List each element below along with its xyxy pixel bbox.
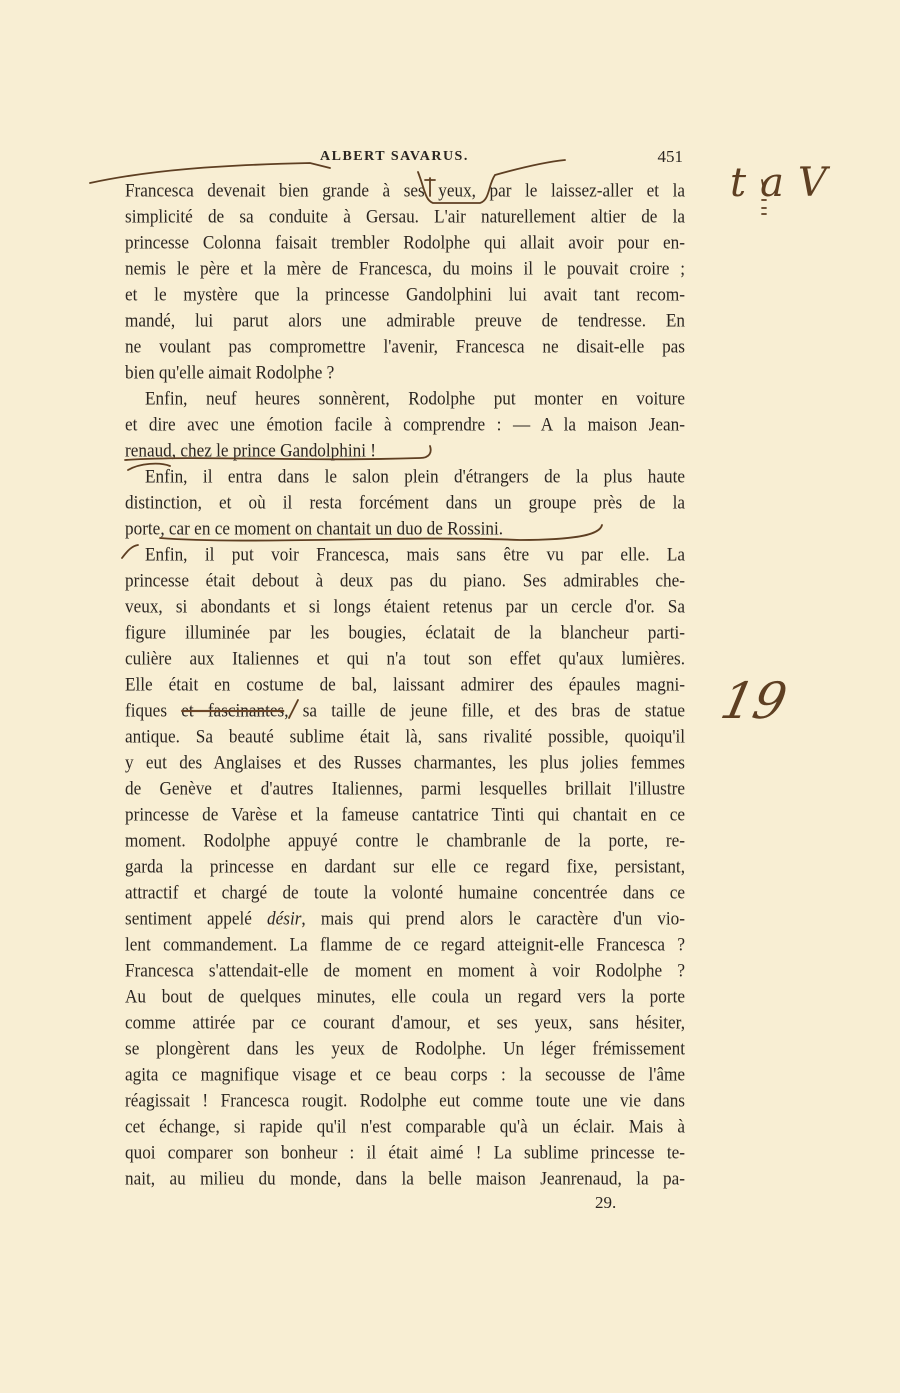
text-line (125, 463, 685, 491)
line-text: cet échange, si rapide qu'il n'est comparable qu'à un éclair. Mais à (125, 1116, 685, 1137)
line-text: porte, car en ce moment on chantait un duo de Rossini. (125, 518, 504, 539)
text-line (125, 489, 685, 517)
text-line (125, 619, 685, 647)
line-text: garda la princesse en dardant sur elle ce regard fixe, persistant, (125, 856, 685, 877)
line-text: ne voulant pas compromettre l'avenir, Francesca ne disait-elle pas (125, 336, 685, 357)
line-text: se plongèrent dans les yeux de Rodolphe. Un léger frémissement (125, 1038, 685, 1059)
body-text (125, 178, 685, 1192)
text-line (125, 1087, 685, 1115)
line-text: sentiment appelé (125, 908, 268, 929)
text-line (125, 281, 685, 309)
margin-note-number: 19 (715, 672, 792, 730)
line-text: bien qu'elle aimait Rodolphe ? (125, 362, 335, 383)
text-line (125, 567, 685, 595)
line-text: fiques (125, 700, 182, 721)
text-line (125, 749, 685, 777)
text-line (125, 515, 685, 543)
text-line (125, 983, 685, 1011)
text-line (125, 411, 685, 439)
signature-mark: 29. (595, 1193, 617, 1212)
line-text: , mais qui prend alors le caractère d'un vio- (301, 908, 685, 929)
text-line (125, 307, 685, 335)
italic-text: désir (267, 908, 302, 929)
text-line (125, 593, 685, 621)
line-text: nait, au milieu du monde, dans la belle maison Jeanrenaud, la pa- (125, 1168, 685, 1189)
text-line (125, 879, 685, 907)
text-line (125, 385, 685, 413)
text-line (125, 1165, 685, 1193)
text-line (125, 1009, 685, 1037)
line-text: veux, si abondants et si longs étaient retenus par un cercle d'or. Sa (125, 596, 685, 617)
text-line (125, 775, 685, 803)
line-text: y eut des Anglaises et des Russes charmantes, les plus jolies femmes (125, 752, 685, 773)
line-text: Au bout de quelques minutes, elle coula un regard vers la porte (125, 986, 685, 1007)
line-text: de Genève et d'autres Italiennes, parmi lesquelles brillait l'illustre (125, 778, 685, 799)
line-text: princesse de Varèse et la fameuse cantatrice Tinti qui chantait en ce (125, 804, 685, 825)
line-text: moment. Rodolphe appuyé contre le chambranle de la porte, re- (125, 830, 685, 851)
line-text: et dire avec une émotion facile à comprendre : — A la maison Jean- (125, 414, 685, 435)
text-line (125, 853, 685, 881)
line-text: princesse Colonna faisait trembler Rodolphe qui allait avoir pour en- (125, 232, 685, 253)
line-text: comme attirée par ce courant d'amour, et ses yeux, sans hésiter, (125, 1012, 685, 1033)
line-text: antique. Sa beauté sublime était là, sans rivalité possible, quoiqu'il (125, 726, 685, 747)
line-text: Enfin, neuf heures sonnèrent, Rodolphe put monter en voiture (145, 388, 685, 409)
line-text: Enfin, il put voir Francesca, mais sans être vu par elle. La (145, 544, 685, 565)
text-line (125, 645, 685, 673)
line-text: , sa taille de jeune fille, et des bras de statue (284, 700, 685, 721)
line-text: Francesca devenait bien grande à ses yeux, par le laissez-aller et la (125, 180, 685, 201)
text-line (125, 697, 685, 725)
text-line (125, 905, 685, 933)
line-text: attractif et chargé de toute la volonté humaine concentrée dans ce (125, 882, 685, 903)
text-line (125, 255, 685, 283)
text-line (125, 203, 685, 231)
line-text: et le mystère que la princesse Gandolphini lui avait tant recom- (125, 284, 685, 305)
text-line (125, 1035, 685, 1063)
text-line (125, 541, 685, 569)
line-text: Enfin, il entra dans le salon plein d'étrangers de la plus haute (145, 466, 685, 487)
page-header (125, 147, 685, 169)
line-text: quoi comparer son bonheur : il était aimé ! La sublime princesse te- (125, 1142, 685, 1163)
text-line (125, 801, 685, 829)
running-title: ALBERT SAVARUS. (320, 149, 469, 164)
page-number: 451 (657, 147, 683, 166)
line-text: culière aux Italiennes et qui n'a tout son effet qu'aux lumières. (125, 648, 685, 669)
text-line (125, 931, 685, 959)
line-text: réagissait ! Francesca rougit. Rodolphe eut comme toute une vie dans (125, 1090, 685, 1111)
struck-text: et fascinantes (181, 700, 285, 721)
line-text: mandé, lui parut alors une admirable preuve de tendresse. En (125, 310, 685, 331)
line-text: renaud, chez le prince Gandolphini ! (125, 440, 377, 461)
text-line (125, 229, 685, 257)
text-line (125, 671, 685, 699)
line-text: Francesca s'attendait-elle de moment en moment à voir Rodolphe ? (125, 960, 685, 981)
line-text: nemis le père et la mère de Francesca, du moins il le pouvait croire ; (125, 258, 685, 279)
text-line (125, 177, 685, 205)
text-line (125, 827, 685, 855)
margin-note-correction: taV (730, 160, 841, 206)
text-line (125, 1061, 685, 1089)
line-text: simplicité de sa conduite à Gersau. L'air naturellement altier de la (125, 206, 685, 227)
text-line (125, 333, 685, 361)
line-text: princesse était debout à deux pas du piano. Ses admirables che- (125, 570, 685, 591)
text-line (125, 957, 685, 985)
text-line (125, 1113, 685, 1141)
line-text: distinction, et où il resta forcément dans un groupe près de la (125, 492, 685, 513)
text-line (125, 437, 685, 465)
line-text: figure illuminée par les bougies, éclatait de la blancheur parti- (125, 622, 685, 643)
text-line (125, 723, 685, 751)
line-text: agita ce magnifique visage et ce beau corps : la secousse de l'âme (125, 1064, 685, 1085)
text-line (125, 1139, 685, 1167)
text-line (125, 359, 685, 387)
line-text: Elle était en costume de bal, laissant admirer des épaules magni- (125, 674, 685, 695)
line-text: lent commandement. La flamme de ce regard atteignit-elle Francesca ? (125, 934, 685, 955)
